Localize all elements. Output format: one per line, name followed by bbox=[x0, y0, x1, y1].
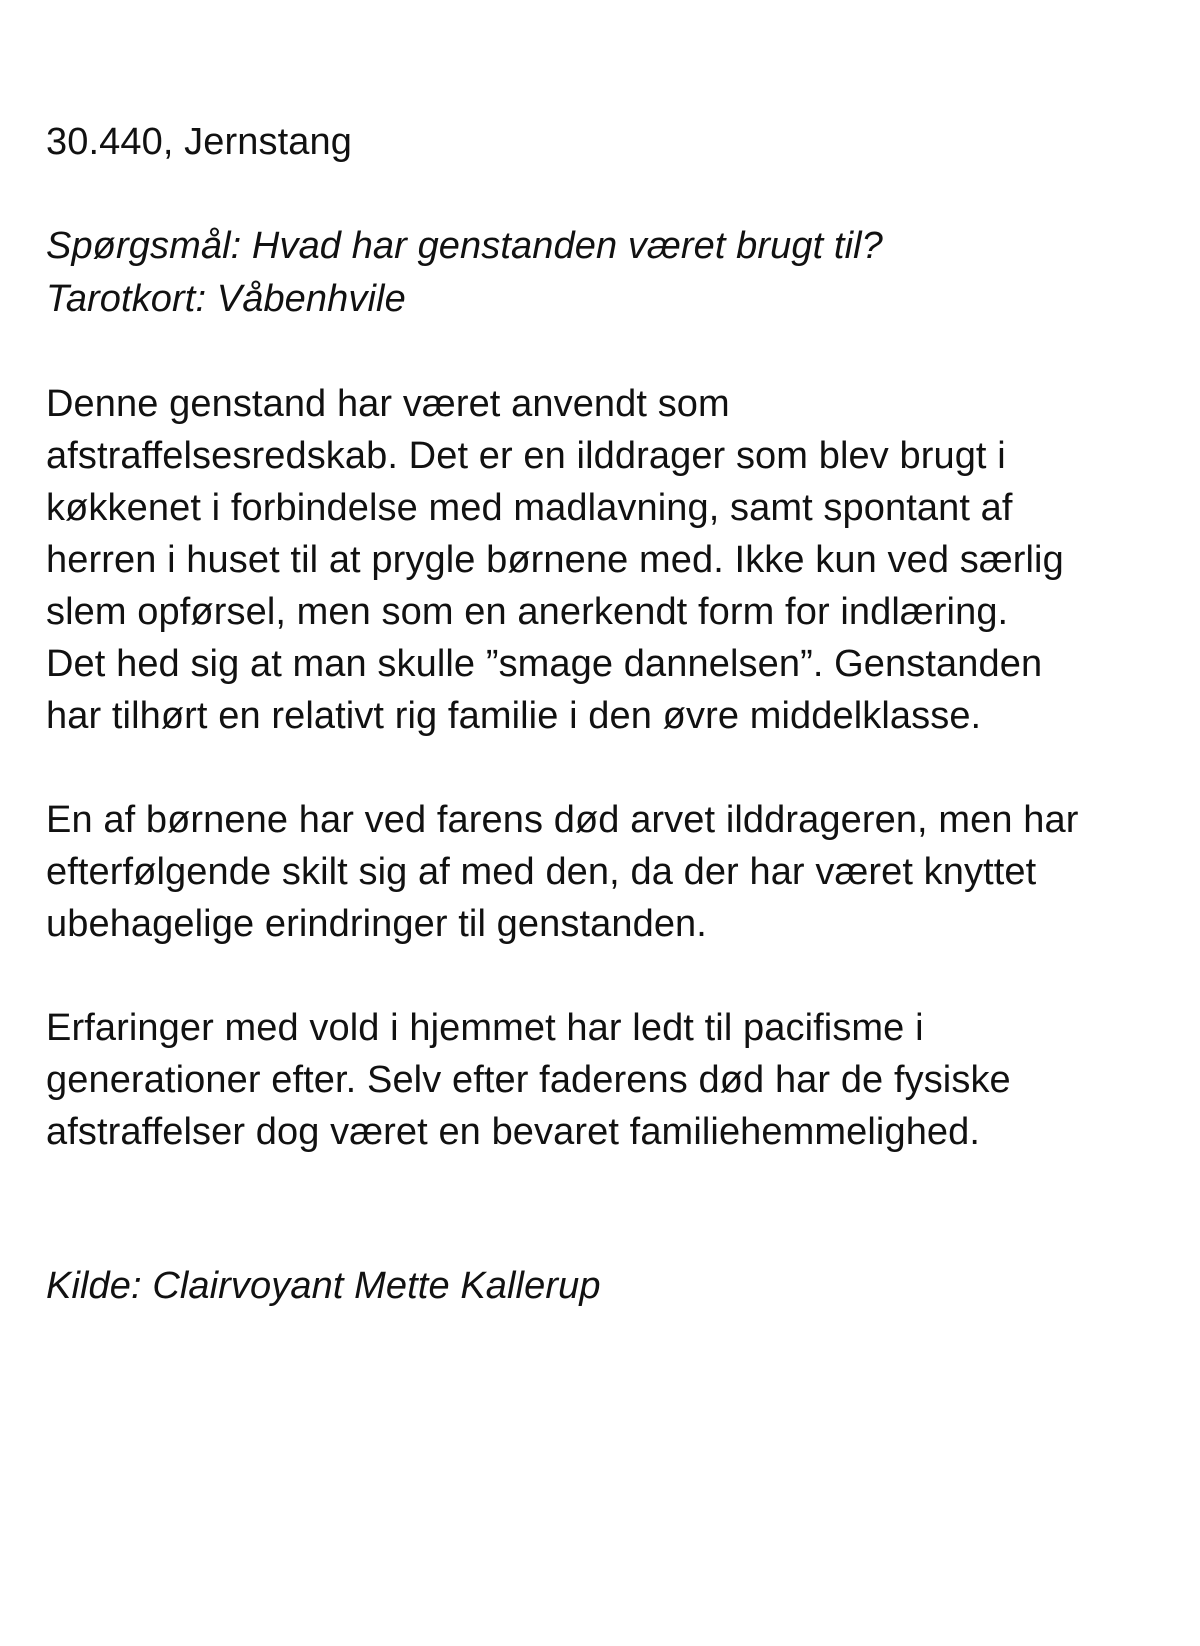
paragraph3-line: Erfaringer med vold i hjemmet har ledt til pacifisme i bbox=[46, 1007, 924, 1049]
source-credit: Kilde: Clairvoyant Mette Kallerup bbox=[46, 1265, 601, 1307]
paragraph1-line: køkkenet i forbindelse med madlavning, samt spontant af bbox=[46, 487, 1013, 529]
paragraph3-line: generationer efter. Selv efter faderens død har de fysiske bbox=[46, 1059, 1011, 1101]
paragraph1-line: slem opførsel, men som en anerkendt form for indlæring. bbox=[46, 591, 1009, 633]
question-line: Spørgsmål: Hvad har genstanden været brugt til? bbox=[46, 225, 883, 267]
tarot-card-line: Tarotkort: Våbenhvile bbox=[46, 278, 406, 320]
paragraph2-line: En af børnene har ved farens død arvet ilddrageren, men har bbox=[46, 799, 1079, 841]
paragraph3-line: afstraffelser dog været en bevaret familiehemmelighed. bbox=[46, 1111, 981, 1153]
object-heading: 30.440, Jernstang bbox=[46, 121, 352, 163]
paragraph1-line: afstraffelsesredskab. Det er en ilddrager som blev brugt i bbox=[46, 435, 1006, 477]
paragraph1-line: Det hed sig at man skulle ”smage dannelsen”. Genstanden bbox=[46, 643, 1043, 685]
paragraph2-line: efterfølgende skilt sig af med den, da der har været knyttet bbox=[46, 851, 1037, 893]
paragraph1-line: Denne genstand har været anvendt som bbox=[46, 383, 730, 425]
paragraph2-line: ubehagelige erindringer til genstanden. bbox=[46, 903, 707, 945]
paragraph1-line: herren i huset til at prygle børnene med. Ikke kun ved særlig bbox=[46, 539, 1064, 581]
paragraph1-line: har tilhørt en relativt rig familie i den øvre middelklasse. bbox=[46, 695, 982, 737]
